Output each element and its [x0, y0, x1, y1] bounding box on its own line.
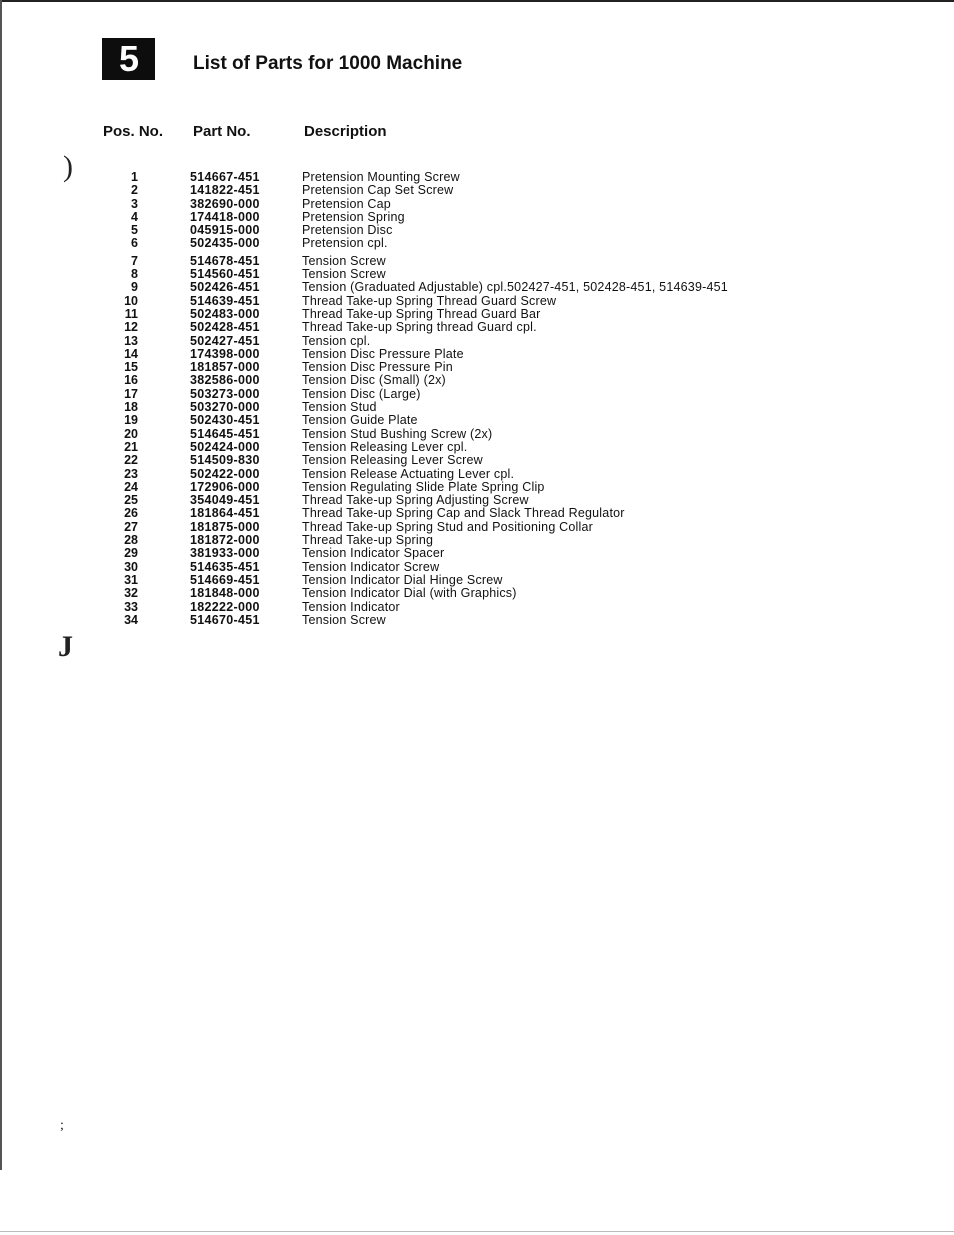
pos-number: 28	[124, 533, 138, 548]
table-row	[0, 184, 954, 197]
part-number: 514509-830	[190, 453, 260, 468]
page-title: List of Parts for 1000 Machine	[193, 53, 463, 74]
part-number: 172906-000	[190, 479, 260, 494]
pos-number: 20	[124, 426, 138, 441]
pos-number: 13	[124, 333, 138, 348]
part-number: 514639-451	[190, 293, 260, 308]
part-description: Tension Stud Bushing Screw (2x)	[302, 426, 493, 441]
part-number: 514678-451	[190, 253, 260, 268]
part-description: Tension Disc (Small) (2x)	[302, 373, 446, 388]
table-row	[0, 237, 954, 250]
table-row	[0, 547, 954, 560]
table-row	[0, 268, 954, 281]
parts-list	[0, 171, 954, 627]
pos-number: 5	[131, 223, 138, 238]
pos-number: 22	[124, 453, 138, 468]
part-number: 502427-451	[190, 333, 260, 348]
table-row	[0, 255, 954, 268]
part-description: Pretension Cap Set Screw	[302, 183, 454, 198]
part-number: 382690-000	[190, 196, 260, 211]
part-number: 514560-451	[190, 267, 260, 282]
part-number: 181875-000	[190, 519, 260, 534]
part-number: 514669-451	[190, 572, 260, 587]
part-description: Tension Indicator Spacer	[302, 546, 445, 561]
table-row	[0, 224, 954, 237]
part-number: 045915-000	[190, 223, 260, 238]
table-row	[0, 374, 954, 387]
part-description: Tension Regulating Slide Plate Spring Clip	[302, 479, 545, 494]
part-number: 181857-000	[190, 360, 260, 375]
part-description: Tension Indicator Dial (with Graphics)	[302, 586, 517, 601]
table-row	[0, 561, 954, 574]
part-number: 514667-451	[190, 170, 260, 184]
table-row	[0, 401, 954, 414]
part-number: 182222-000	[190, 599, 260, 614]
top-border-line	[0, 0, 954, 2]
part-number: 502424-000	[190, 439, 260, 454]
pos-number: 2	[131, 183, 138, 198]
table-row	[0, 507, 954, 520]
part-description: Pretension cpl.	[302, 236, 388, 251]
part-number: 514645-451	[190, 426, 260, 441]
pos-number: 1	[131, 170, 138, 184]
part-description: Tension Disc (Large)	[302, 386, 421, 401]
column-header-part: Part No.	[193, 123, 251, 140]
part-number: 503270-000	[190, 400, 260, 415]
part-description: Tension Indicator	[302, 599, 400, 614]
pos-number: 15	[124, 360, 138, 375]
table-row	[0, 348, 954, 361]
part-description: Thread Take-up Spring Cap and Slack Thread Regulator	[302, 506, 625, 521]
table-row	[0, 321, 954, 334]
part-description: Thread Take-up Spring thread Guard cpl.	[302, 320, 537, 335]
part-number: 502428-451	[190, 320, 260, 335]
table-row	[0, 211, 954, 224]
table-row	[0, 481, 954, 494]
part-number: 502426-451	[190, 280, 260, 295]
pos-number: 19	[124, 413, 138, 428]
table-row	[0, 614, 954, 627]
pos-number: 26	[124, 506, 138, 521]
scan-bracket-mark: )	[63, 150, 73, 183]
part-description: Tension Screw	[302, 267, 386, 282]
part-description: Tension (Graduated Adjustable) cpl.502427-451, 502428-451, 514639-451	[302, 280, 728, 295]
part-number: 141822-451	[190, 183, 260, 198]
part-number: 181872-000	[190, 533, 260, 548]
table-row	[0, 574, 954, 587]
section-number-badge	[102, 38, 155, 80]
pos-number: 10	[124, 293, 138, 308]
pos-number: 16	[124, 373, 138, 388]
pos-number: 3	[131, 196, 138, 211]
part-description: Pretension Cap	[302, 196, 391, 211]
table-row	[0, 521, 954, 534]
part-description: Tension Release Actuating Lever cpl.	[302, 466, 515, 481]
pos-number: 31	[124, 572, 138, 587]
section-number: 5	[118, 38, 139, 79]
part-description: Thread Take-up Spring Thread Guard Screw	[302, 293, 557, 308]
part-number: 381933-000	[190, 546, 260, 561]
table-row	[0, 601, 954, 614]
table-row	[0, 468, 954, 481]
pos-number: 23	[124, 466, 138, 481]
part-description: Thread Take-up Spring Adjusting Screw	[302, 493, 529, 508]
pos-number: 21	[124, 439, 138, 454]
part-number: 354049-451	[190, 493, 260, 508]
part-description: Tension Releasing Lever cpl.	[302, 439, 468, 454]
part-number: 502483-000	[190, 306, 260, 321]
part-number: 181848-000	[190, 586, 260, 601]
table-row	[0, 414, 954, 427]
part-number: 514670-451	[190, 612, 260, 627]
pos-number: 8	[131, 267, 138, 282]
pos-number: 25	[124, 493, 138, 508]
table-row	[0, 171, 954, 184]
pos-number: 9	[131, 280, 138, 295]
part-description: Tension cpl.	[302, 333, 371, 348]
pos-number: 18	[124, 400, 138, 415]
pos-number: 17	[124, 386, 138, 401]
part-description: Pretension Disc	[302, 223, 393, 238]
pos-number: 29	[124, 546, 138, 561]
table-row	[0, 295, 954, 308]
part-description: Pretension Mounting Screw	[302, 170, 460, 184]
table-row	[0, 308, 954, 321]
table-row	[0, 198, 954, 211]
table-row	[0, 441, 954, 454]
pos-number: 32	[124, 586, 138, 601]
part-number: 174398-000	[190, 346, 260, 361]
pos-number: 27	[124, 519, 138, 534]
part-description: Tension Indicator Dial Hinge Screw	[302, 572, 503, 587]
part-number: 502430-451	[190, 413, 260, 428]
table-row	[0, 494, 954, 507]
pos-number: 7	[131, 253, 138, 268]
table-row	[0, 534, 954, 547]
part-description: Thread Take-up Spring	[302, 533, 434, 548]
part-number: 502422-000	[190, 466, 260, 481]
part-description: Tension Disc Pressure Pin	[302, 360, 453, 375]
pos-number: 34	[124, 612, 138, 627]
table-row	[0, 388, 954, 401]
table-row	[0, 587, 954, 600]
bottom-border-line	[0, 1231, 954, 1232]
column-header-description: Description	[304, 123, 387, 140]
part-number: 502435-000	[190, 236, 260, 251]
table-row	[0, 361, 954, 374]
part-description: Tension Stud	[302, 400, 377, 415]
part-number: 514635-451	[190, 559, 260, 574]
table-row	[0, 335, 954, 348]
part-description: Tension Screw	[302, 612, 386, 627]
part-description: Tension Releasing Lever Screw	[302, 453, 483, 468]
column-header-pos: Pos. No.	[103, 123, 164, 140]
part-description: Tension Disc Pressure Plate	[302, 346, 464, 361]
part-description: Thread Take-up Spring Stud and Positioning Collar	[302, 519, 593, 534]
part-number: 174418-000	[190, 209, 260, 224]
pos-number: 4	[131, 209, 138, 224]
part-description: Tension Screw	[302, 253, 386, 268]
pos-number: 33	[124, 599, 138, 614]
scan-dot-mark: ;	[60, 1118, 64, 1133]
pos-number: 14	[124, 346, 138, 361]
pos-number: 6	[131, 236, 138, 251]
pos-number: 30	[124, 559, 138, 574]
pos-number: 24	[124, 479, 138, 494]
part-description: Pretension Spring	[302, 209, 405, 224]
part-number: 181864-451	[190, 506, 260, 521]
pos-number: 11	[124, 306, 138, 321]
table-row	[0, 281, 954, 294]
part-description: Tension Indicator Screw	[302, 559, 440, 574]
part-number: 503273-000	[190, 386, 260, 401]
part-description: Tension Guide Plate	[302, 413, 418, 428]
scan-bracket-mark: J	[58, 630, 73, 663]
part-number: 382586-000	[190, 373, 260, 388]
table-row	[0, 454, 954, 467]
table-row	[0, 428, 954, 441]
pos-number: 12	[124, 320, 138, 335]
part-description: Thread Take-up Spring Thread Guard Bar	[302, 306, 541, 321]
